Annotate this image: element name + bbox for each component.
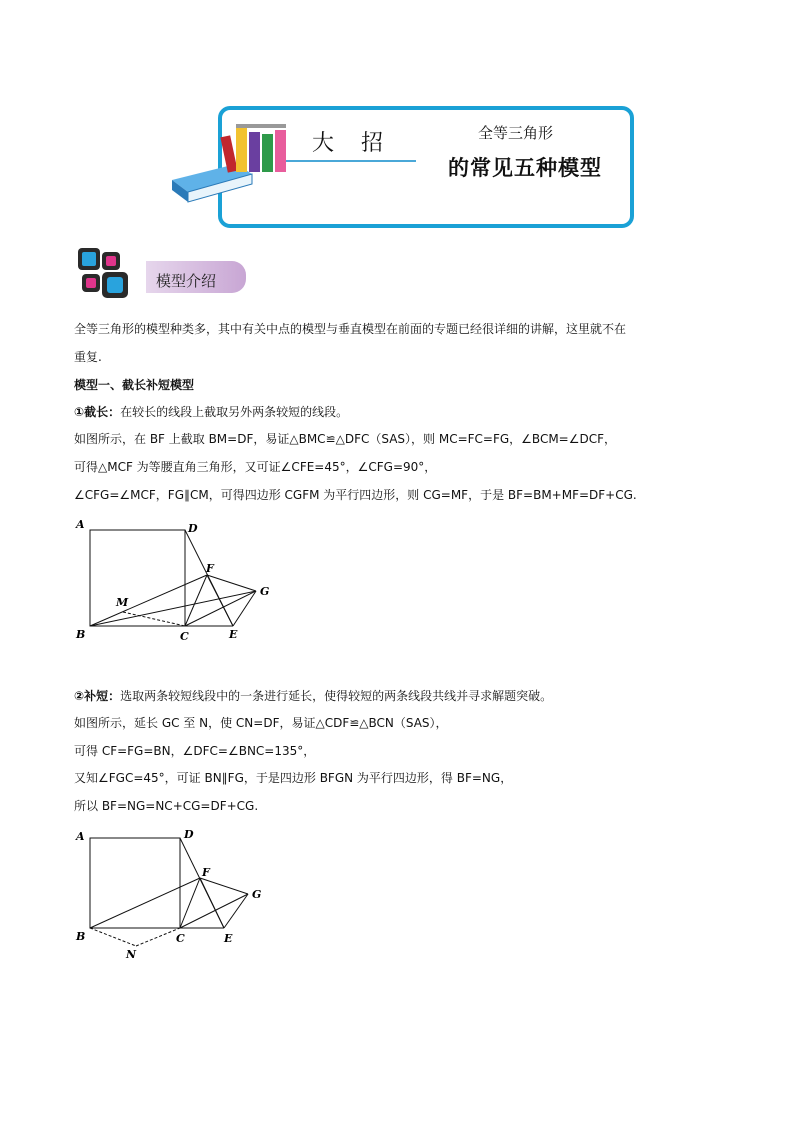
part2-lead: ②补短： [74,689,121,703]
banner-subtitle-main: 的常见五种模型 [448,155,602,180]
line-bn [90,928,136,946]
label-C: C [176,932,185,945]
part1-line-2: 可得△MCF 为等腰直角三角形，又可证∠CFE=45°，∠CFG=90°， [74,460,437,474]
intro-line-2: 重复. [74,350,102,364]
square-abcd [90,530,185,626]
label-D: D [184,828,194,841]
square-abcd [90,838,180,928]
title-banner [166,104,636,228]
figure-1-geometry [72,518,272,648]
grid-squares-icon [76,244,132,302]
line-ge [224,894,248,928]
line-cg [180,894,248,928]
part1-lead-rest: 在较长的线段上截取另外两条较短的线段。 [120,405,349,419]
label-F: F [202,866,210,879]
intro-line-1: 全等三角形的模型种类多，其中有关中点的模型与垂直模型在前面的专题已经很详细的讲解，这里就不在 [74,322,627,336]
part1-lead-line [74,405,348,419]
model1-heading: 模型一、截长补短模型 [74,378,195,392]
line-fe [200,878,224,928]
part2-line-3: 又知∠FGC=45°，可证 BN∥FG，于是四边形 BFGN 为平行四边形，得 BF=NG， [74,771,513,785]
line-mc [123,612,185,626]
label-E: E [224,932,233,945]
section-heading [76,244,248,304]
label-B: B [76,930,86,943]
part1-line-3: ∠CFG=∠MCF，FG∥CM，可得四边形 CGFM 为平行四边形，则 CG=MF，于是 BF=BM+MF=DF+CG. [74,488,637,502]
label-N: N [126,948,137,961]
label-C: C [180,630,189,643]
label-G: G [252,888,262,901]
label-E: E [229,628,238,641]
figure-2-geometry [72,828,272,968]
part2-line-2: 可得 CF=FG=BN，∠DFC=∠BNC=135°， [74,744,316,758]
part2-line-4: 所以 BF=NG=NC+CG=DF+CG. [74,799,259,813]
label-M: M [116,596,129,609]
part2-lead-rest: 选取两条较短线段中的一条进行延长，使得较短的两条线段共线并寻求解题突破。 [120,689,553,703]
line-cg [185,591,256,626]
part1-lead: ①截长： [74,405,121,419]
label-G: G [260,585,270,598]
label-A: A [76,518,85,531]
part2-line-1: 如图所示，延长 GC 至 N，使 CN=DF，易证△CDF≌△BCN（SAS）， [74,716,448,730]
part2-lead-line [74,689,552,703]
line-nc [136,928,180,946]
label-A: A [76,830,85,843]
banner-divider [286,160,416,162]
banner-title: 大 招 [312,131,393,156]
label-D: D [188,522,198,535]
section-label: 模型介绍 [156,272,217,290]
label-B: B [76,628,86,641]
line-bg [90,591,256,626]
label-F: F [206,562,214,575]
line-fg [200,878,248,894]
books-illustration [166,114,306,209]
part1-line-1: 如图所示，在 BF 上截取 BM=DF，易证△BMC≌△DFC（SAS），则 MC=FC=FG，∠BCM=∠DCF， [74,432,617,446]
banner-subtitle-top: 全等三角形 [478,124,554,142]
line-bf [90,575,207,626]
